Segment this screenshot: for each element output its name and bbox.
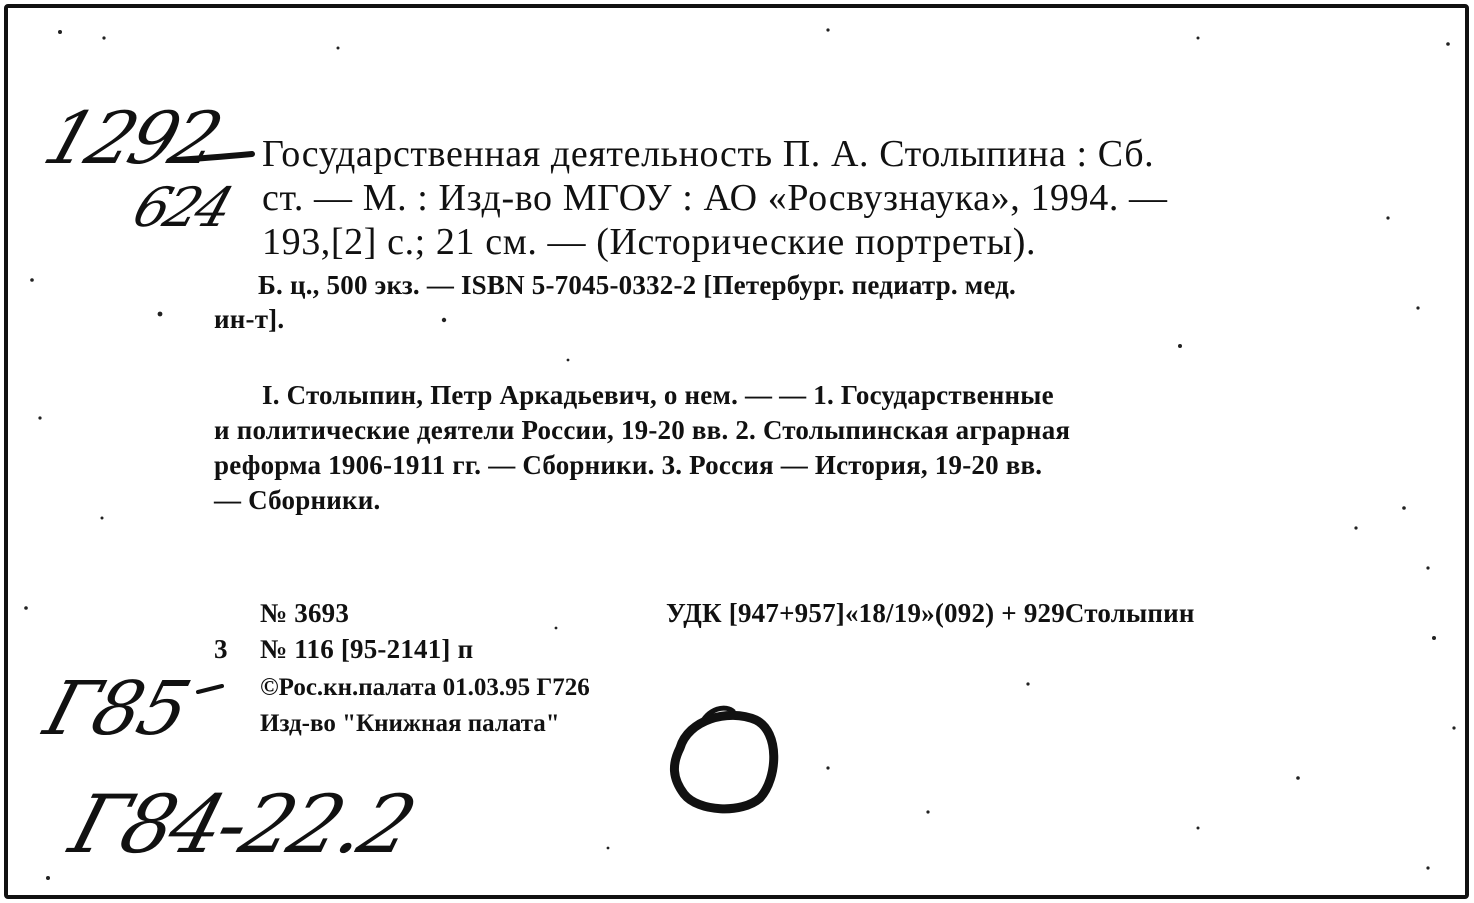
copyright-line: ©Рос.кн.палата 01.03.95 Г726 xyxy=(260,674,590,701)
handwritten-dash xyxy=(198,686,222,692)
subject-line-2: и политические деятели России, 19-20 вв. 2. Столыпинская аграрная xyxy=(214,415,1071,445)
subject-line-1: I. Столыпин, Петр Аркадьевич, о нем. — — 1. Государственные xyxy=(262,380,1054,410)
handwritten-call-number-sub: 624 xyxy=(125,176,238,239)
entry-title-line-1: Государственная деятельность П. А. Столыпина : Сб. xyxy=(262,133,1155,175)
entry-pub-line-2: ин-т]. xyxy=(214,304,285,334)
subject-line-3: реформа 1906-1911 гг. — Сборники. 3. Россия — История, 19-20 вв. xyxy=(214,450,1043,480)
handwritten-underline xyxy=(176,154,252,160)
entry-title-line-2: ст. — М. : Изд-во МГОУ : АО «Росвузнаука», 1994. — xyxy=(262,177,1168,219)
handwritten-shelf-mark: Г84-22.2 xyxy=(60,778,424,871)
card-number: № 116 [95-2141] п xyxy=(260,634,474,664)
udk-code: УДК [947+957]«18/19»(092) + 929Столыпин xyxy=(666,598,1195,628)
decorative-marks xyxy=(8,8,1465,895)
record-number: № 3693 xyxy=(260,598,350,628)
catalog-card xyxy=(4,4,1469,899)
handwritten-index-mark: Г85 xyxy=(35,666,198,752)
prefix-number: 3 xyxy=(214,634,228,664)
stamp-mark xyxy=(674,715,773,808)
handwritten-call-number: 1292 xyxy=(34,96,229,180)
publisher-line: Изд-во "Книжная палата" xyxy=(260,710,560,737)
entry-title-line-3: 193,[2] с.; 21 см. — (Исторические портреты). xyxy=(262,221,1037,263)
subject-line-4: — Сборники. xyxy=(214,485,381,515)
entry-pub-line-1: Б. ц., 500 экз. — ISBN 5-7045-0332-2 [Петербург. педиатр. мед. xyxy=(258,270,1016,300)
